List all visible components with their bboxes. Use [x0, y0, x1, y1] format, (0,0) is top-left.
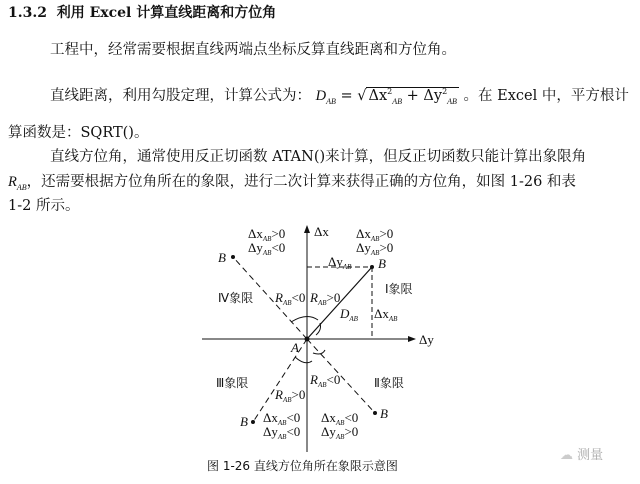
- point-b-q4: B: [218, 250, 226, 265]
- r-ab-q2: $R_{AB}<0$: [310, 372, 341, 389]
- angle-arc-q3: [295, 357, 312, 363]
- axis-y-label: Δy: [419, 332, 434, 347]
- d-ab-label: $D_{AB}$: [340, 306, 358, 323]
- figure-caption: 图 1-26 直线方位角所在象限示意图: [207, 459, 398, 473]
- q2-dy-cond: $\Delta y_{AB}>0$: [321, 424, 359, 441]
- point-b-q2: B: [380, 406, 388, 421]
- q1-dy-cond: $\Delta y_{AB}>0$: [356, 240, 394, 257]
- q3-dx-cond: $\Delta x_{AB}<0$: [263, 410, 301, 427]
- r-ab-q3: $R_{AB}>0$: [275, 387, 306, 404]
- q1-dx-cond: $\Delta x_{AB}>0$: [356, 226, 394, 243]
- point-b-q3: B: [240, 414, 248, 429]
- angle-arc-q4: [291, 316, 318, 322]
- q2-dx-cond: $\Delta x_{AB}<0$: [321, 410, 359, 427]
- r-ab-q1: $R_{AB}>0$: [310, 290, 341, 307]
- sqrt-formula: $\Delta x^2_{AB} + \Delta y^2_{AB}$: [368, 87, 457, 106]
- dx-ab-label: $\Delta x_{AB}$: [374, 306, 398, 323]
- quadrant-4-label: Ⅳ象限: [218, 291, 254, 305]
- paragraph-1: 工程中，经常需要根据直线两端点坐标反算直线距离和方位角。: [50, 42, 456, 58]
- cloud-logo-icon: ☁: [560, 448, 573, 463]
- point-b-q1: B: [378, 256, 386, 271]
- axis-x-label: Δx: [314, 224, 329, 239]
- quadrant-3-label: Ⅲ象限: [216, 376, 249, 390]
- dy-ab-label: $\Delta y_{AB}$: [328, 254, 352, 271]
- section-heading: 1.3.2 利用 Excel 计算直线距离和方位角: [8, 5, 277, 21]
- paragraph-6: 1-2 所示。: [8, 198, 80, 214]
- paragraph-2: 直线距离，利用勾股定理，计算公式为： $D_{AB}$ = √ $\Delta x^2_{AB} + \Delta y^2_{AB}$ 。在 Excel 中，平方根计: [50, 87, 629, 106]
- paragraph-4: 直线方位角，通常使用反正切函数 ATAN()来计算，但反正切函数只能计算出象限角: [50, 149, 587, 165]
- paragraph-5: $R_{AB}$，还需要根据方位角所在的象限，进行二次计算来获得正确的方位角，如图 1-26 和表: [8, 174, 576, 192]
- r-ab-q4: $R_{AB}<0$: [275, 290, 306, 307]
- angle-arc-q2: [313, 350, 325, 354]
- quadrant-2-label: Ⅱ象限: [374, 376, 404, 390]
- point-a-label: A: [291, 340, 299, 355]
- quadrant-1-label: Ⅰ象限: [385, 282, 413, 296]
- watermark: ☁ 测量: [560, 448, 604, 463]
- q3-dy-cond: $\Delta y_{AB}<0$: [263, 424, 301, 441]
- q4-dy-cond: $\Delta y_{AB}<0$: [248, 240, 286, 257]
- paragraph-3: 算函数是：SQRT()。: [8, 125, 149, 141]
- q4-dx-cond: $\Delta x_{AB}>0$: [248, 226, 286, 243]
